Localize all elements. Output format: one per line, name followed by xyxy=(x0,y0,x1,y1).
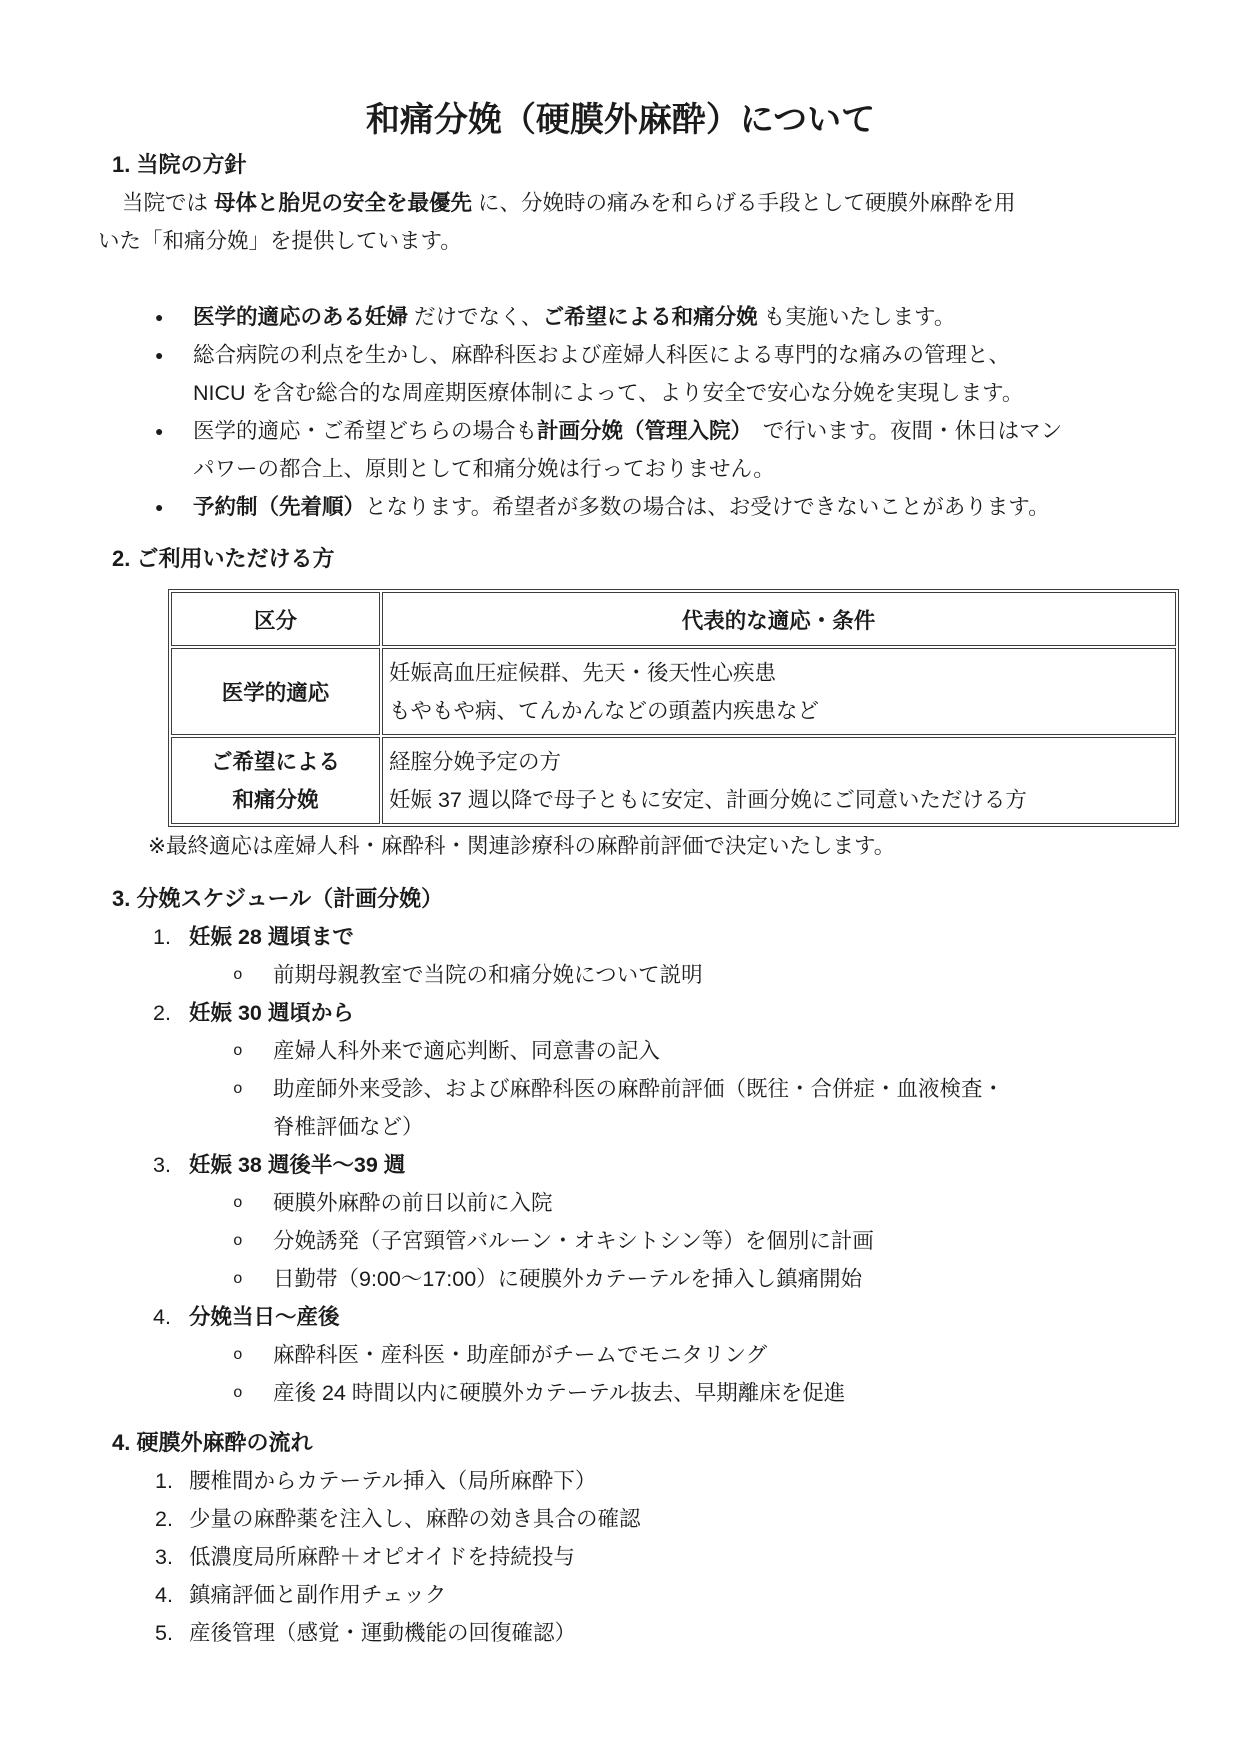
schedule-sub-item xyxy=(233,1184,1241,1222)
step-number: 2. xyxy=(155,1507,173,1531)
policy-intro-paragraph xyxy=(98,184,1241,260)
list-item xyxy=(155,412,1241,488)
cell-text-line: もやもや病、てんかんなどの頭蓋内疾患など xyxy=(389,698,820,723)
bullet-bold-text: ご希望による和痛分娩 xyxy=(542,305,758,329)
schedule-sub-item xyxy=(233,1032,1241,1070)
sub-item-text: 麻酔科医・産科医・助産師がチームでモニタリング xyxy=(273,1343,768,1367)
circle-bullet-icon: o xyxy=(233,1384,243,1402)
circle-bullet-icon: o xyxy=(233,1270,243,1288)
schedule-sub-item xyxy=(233,1374,1241,1412)
schedule-sub-item xyxy=(233,956,1241,994)
bullet-text: も実施いたします。 xyxy=(757,305,956,329)
cell-text-line: ご希望による xyxy=(210,749,340,774)
intro-text: に、分娩時の痛みを和らげる手段として硬膜外麻酔を用 xyxy=(472,191,1016,215)
flow-step xyxy=(155,1576,1241,1614)
bullet-icon: ● xyxy=(155,347,164,363)
list-item xyxy=(155,336,1241,412)
bullet-text: 医学的適応・ご希望どちらの場合も xyxy=(193,419,538,443)
bullet-bold-text: 計画分娩（管理入院） xyxy=(537,419,742,443)
policy-intro-line1 xyxy=(98,184,1241,222)
section-heading-eligibility: 2. ご利用いただける方 xyxy=(112,546,335,571)
step-text: 鎮痛評価と副作用チェック xyxy=(189,1583,447,1607)
schedule-sub-item xyxy=(233,1260,1241,1298)
table-row xyxy=(171,737,1176,824)
column-header-conditions: 代表的な適応・条件 xyxy=(382,592,1176,646)
table-row xyxy=(171,648,1176,735)
intro-bold-safety: 母体と胎児の安全を最優先 xyxy=(213,191,472,215)
sub-item-text: 産婦人科外来で適応判断、同意書の記入 xyxy=(273,1039,661,1063)
policy-bullet-list xyxy=(0,298,1241,526)
bullet-icon: ● xyxy=(155,499,164,515)
sub-item-text: 硬膜外麻酔の前日以前に入院 xyxy=(273,1191,553,1215)
item-label: 分娩当日～産後 xyxy=(189,1305,340,1329)
bullet-bold-text: 予約制（先着順） xyxy=(193,495,366,519)
step-text: 低濃度局所麻酔＋オピオイドを持続投与 xyxy=(189,1545,575,1569)
item-number: 4. xyxy=(153,1305,171,1329)
column-header-category: 区分 xyxy=(171,592,380,646)
bullet-text: で行います。夜間・休日はマン xyxy=(741,419,1063,443)
sub-item-text: 産後 24 時間以内に硬膜外カテーテル抜去、早期離床を促進 xyxy=(273,1381,846,1405)
step-number: 3. xyxy=(155,1545,173,1569)
item-number: 2. xyxy=(153,1001,171,1025)
schedule-sub-item xyxy=(233,1222,1241,1260)
item-label: 妊娠 38 週後半～39 週 xyxy=(189,1153,406,1177)
schedule-item xyxy=(153,1298,1241,1336)
sub-item-text: 前期母親教室で当院の和痛分娩について説明 xyxy=(273,963,703,987)
cell-text-line: 経腟分娩予定の方 xyxy=(389,749,562,774)
bullet-text: だけでなく、 xyxy=(408,305,543,329)
item-number: 3. xyxy=(153,1153,171,1177)
step-text: 少量の麻酔薬を注入し、麻酔の効き具合の確認 xyxy=(189,1507,641,1531)
schedule-sub-item xyxy=(233,1336,1241,1374)
flow-step xyxy=(155,1538,1241,1576)
cell-category-elective xyxy=(171,737,380,824)
cell-category-medical: 医学的適応 xyxy=(171,648,380,735)
table-header-row xyxy=(171,592,1176,646)
schedule-item xyxy=(153,994,1241,1032)
bullet-text: NICU を含む総合的な周産期医療体制によって、より安全で安心な分娩を実現します。 xyxy=(193,381,1024,405)
cell-conditions-elective xyxy=(382,737,1176,824)
sub-item-text: 助産師外来受診、および麻酔科医の麻酔前評価（既往・合併症・血液検査・ xyxy=(273,1077,1005,1101)
step-number: 1. xyxy=(155,1469,173,1493)
bullet-bold-text: 医学的適応のある妊婦 xyxy=(193,305,409,329)
list-item xyxy=(155,488,1241,526)
sub-item-text: 分娩誘発（子宮頸管バルーン・オキシトシン等）を個別に計画 xyxy=(273,1229,874,1253)
schedule-sub-item xyxy=(233,1070,1241,1108)
step-text: 腰椎間からカテーテル挿入（局所麻酔下） xyxy=(189,1469,597,1493)
cell-text-line: 妊娠 37 週以降で母子ともに安定、計画分娩にご同意いただける方 xyxy=(389,787,1027,812)
schedule-item xyxy=(153,1146,1241,1184)
circle-bullet-icon: o xyxy=(233,1042,243,1060)
flow-step xyxy=(155,1614,1241,1652)
section-heading-policy: 1. 当院の方針 xyxy=(112,152,247,177)
bullet-icon: ● xyxy=(155,309,164,325)
circle-bullet-icon: o xyxy=(233,966,243,984)
item-label: 妊娠 30 週頃から xyxy=(189,1001,354,1025)
schedule-item xyxy=(153,918,1241,956)
cell-text-line: 和痛分娩 xyxy=(232,787,319,812)
section-heading-flow: 4. 硬膜外麻酔の流れ xyxy=(112,1430,313,1455)
flow-step xyxy=(155,1500,1241,1538)
flow-step xyxy=(155,1462,1241,1500)
cell-conditions-medical xyxy=(382,648,1176,735)
bullet-text: となります。希望者が多数の場合は、お受けできないことがあります。 xyxy=(365,495,1050,519)
page-title: 和痛分娩（硬膜外麻酔）について xyxy=(365,101,876,139)
eligibility-table xyxy=(168,589,1179,827)
circle-bullet-icon: o xyxy=(233,1346,243,1364)
cell-text-line: 妊娠高血圧症候群、先天・後天性心疾患 xyxy=(389,660,777,685)
bullet-text: パワーの都合上、原則として和痛分娩は行っておりません。 xyxy=(193,457,775,481)
bullet-icon: ● xyxy=(155,423,164,439)
circle-bullet-icon: o xyxy=(233,1080,243,1098)
item-number: 1. xyxy=(153,925,171,949)
intro-text: 当院では xyxy=(122,191,214,215)
circle-bullet-icon: o xyxy=(233,1194,243,1212)
sub-item-continuation: 脊椎評価など） xyxy=(273,1115,424,1139)
list-item xyxy=(155,298,1241,336)
eligibility-note: ※最終適応は産婦人科・麻酔科・関連診療科の麻酔前評価で決定いたします。 xyxy=(148,834,896,858)
bullet-text: 総合病院の利点を生かし、麻酔科医および産婦人科医による専門的な痛みの管理と、 xyxy=(193,343,1011,367)
step-number: 4. xyxy=(155,1583,173,1607)
policy-intro-line2: いた「和痛分娩」を提供しています。 xyxy=(98,229,462,253)
step-number: 5. xyxy=(155,1621,173,1645)
step-text: 産後管理（感覚・運動機能の回復確認） xyxy=(189,1621,577,1645)
sub-item-text: 日勤帯（9:00～17:00）に硬膜外カテーテルを挿入し鎮痛開始 xyxy=(273,1267,863,1291)
item-label: 妊娠 28 週頃まで xyxy=(189,925,354,949)
section-heading-schedule: 3. 分娩スケジュール（計画分娩） xyxy=(112,886,444,911)
circle-bullet-icon: o xyxy=(233,1232,243,1250)
